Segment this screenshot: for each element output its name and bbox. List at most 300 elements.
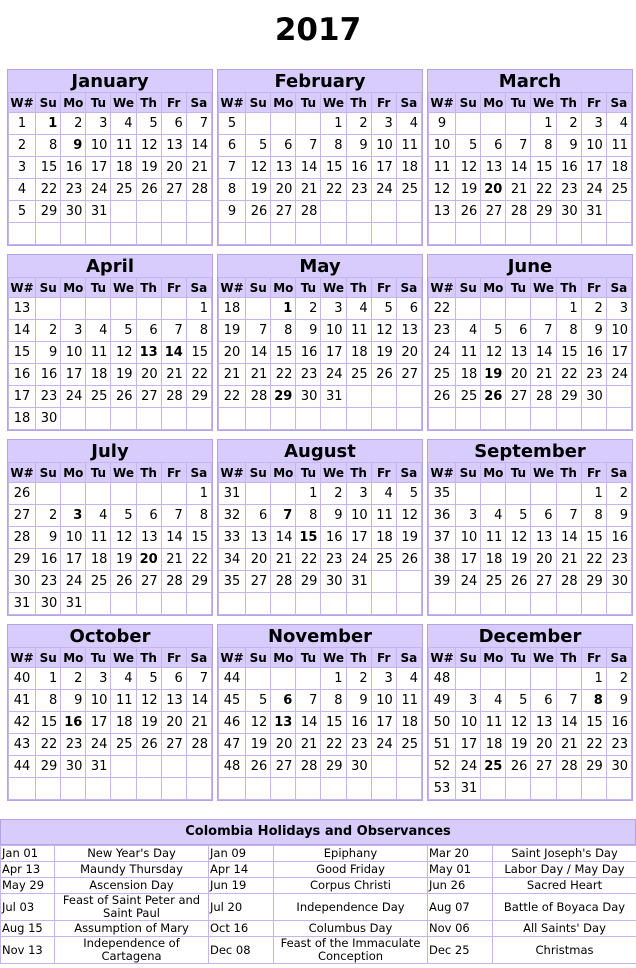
day-cell: 26 <box>111 386 136 408</box>
weekday-header: We <box>531 278 556 298</box>
day-cell <box>346 778 371 800</box>
day-cell: 20 <box>271 179 296 201</box>
week-row <box>9 364 212 386</box>
month-march <box>427 69 633 246</box>
holiday-date: Jul 20 <box>209 894 274 921</box>
week-number: 36 <box>429 505 456 527</box>
week-row <box>219 712 422 734</box>
week-number <box>219 778 246 800</box>
day-cell: 11 <box>371 505 396 527</box>
day-cell <box>296 223 321 245</box>
day-cell: 18 <box>396 712 421 734</box>
day-cell: 20 <box>481 179 506 201</box>
weekday-header: Fr <box>161 463 186 483</box>
day-cell: 29 <box>271 386 296 408</box>
day-cell: 28 <box>296 201 321 223</box>
day-cell: 27 <box>531 756 556 778</box>
week-number-header: W# <box>429 648 456 668</box>
week-number: 1 <box>9 113 36 135</box>
day-cell: 7 <box>296 135 321 157</box>
weekday-header: Sa <box>396 463 421 483</box>
month-april <box>7 254 213 431</box>
day-cell: 29 <box>186 571 211 593</box>
weekday-header: Mo <box>481 648 506 668</box>
holiday-name: Feast of Saint Peter and Saint Paul <box>55 894 209 921</box>
day-cell <box>396 386 421 408</box>
day-cell: 10 <box>86 690 111 712</box>
day-cell: 3 <box>606 298 631 320</box>
day-cell: 21 <box>161 549 186 571</box>
day-cell <box>606 408 631 430</box>
day-cell: 24 <box>371 179 396 201</box>
day-cell: 30 <box>61 201 86 223</box>
week-number: 8 <box>219 179 246 201</box>
day-cell <box>456 668 481 690</box>
day-cell <box>246 408 271 430</box>
day-cell: 16 <box>61 712 86 734</box>
weekday-header: Tu <box>86 648 111 668</box>
week-number: 31 <box>9 593 36 615</box>
day-cell: 28 <box>161 571 186 593</box>
day-cell: 24 <box>456 756 481 778</box>
day-cell: 26 <box>136 734 161 756</box>
week-number: 26 <box>9 483 36 505</box>
day-cell <box>506 113 531 135</box>
day-cell: 3 <box>61 320 86 342</box>
week-number: 13 <box>429 201 456 223</box>
day-cell: 29 <box>581 571 606 593</box>
week-number: 7 <box>219 157 246 179</box>
day-cell: 25 <box>481 756 506 778</box>
day-cell <box>321 223 346 245</box>
day-cell: 15 <box>321 712 346 734</box>
day-cell: 10 <box>61 342 86 364</box>
day-cell: 13 <box>246 527 271 549</box>
week-row <box>429 223 632 245</box>
day-cell <box>61 298 86 320</box>
day-cell <box>606 386 631 408</box>
day-cell: 22 <box>186 549 211 571</box>
day-cell: 3 <box>86 113 111 135</box>
day-cell: 9 <box>36 342 61 364</box>
week-row <box>9 157 212 179</box>
day-cell: 14 <box>296 157 321 179</box>
day-cell: 3 <box>346 483 371 505</box>
week-number-header: W# <box>429 463 456 483</box>
weekday-header: Su <box>456 463 481 483</box>
day-cell: 20 <box>531 734 556 756</box>
day-cell: 6 <box>506 320 531 342</box>
day-cell: 1 <box>36 668 61 690</box>
day-cell: 8 <box>36 690 61 712</box>
day-cell: 10 <box>61 527 86 549</box>
day-cell: 17 <box>456 549 481 571</box>
week-row <box>9 778 212 800</box>
week-row <box>429 756 632 778</box>
day-cell: 12 <box>506 527 531 549</box>
day-cell: 19 <box>506 734 531 756</box>
day-cell: 23 <box>581 364 606 386</box>
week-row <box>9 342 212 364</box>
day-cell: 27 <box>161 734 186 756</box>
day-cell: 19 <box>396 527 421 549</box>
day-cell <box>481 778 506 800</box>
day-cell: 17 <box>321 342 346 364</box>
day-cell: 17 <box>606 342 631 364</box>
holiday-name: Battle of Boyaca Day <box>493 894 636 921</box>
day-cell: 7 <box>246 320 271 342</box>
day-cell: 4 <box>606 113 631 135</box>
day-cell: 12 <box>246 157 271 179</box>
day-cell: 23 <box>296 364 321 386</box>
holiday-row <box>1 921 636 937</box>
day-cell: 17 <box>61 364 86 386</box>
week-number: 4 <box>9 179 36 201</box>
week-row <box>219 549 422 571</box>
day-cell <box>556 223 581 245</box>
holiday-date: Aug 15 <box>1 921 55 937</box>
day-cell: 23 <box>346 734 371 756</box>
day-cell: 15 <box>581 527 606 549</box>
holiday-row <box>1 894 636 921</box>
day-cell: 16 <box>346 712 371 734</box>
day-cell: 1 <box>321 668 346 690</box>
day-cell <box>321 778 346 800</box>
day-cell: 3 <box>86 668 111 690</box>
weekday-header: Fr <box>581 463 606 483</box>
day-cell: 16 <box>36 364 61 386</box>
day-cell: 23 <box>346 179 371 201</box>
day-cell: 7 <box>556 505 581 527</box>
day-cell: 8 <box>186 505 211 527</box>
day-cell <box>321 201 346 223</box>
weekday-header: Sa <box>186 278 211 298</box>
day-cell: 30 <box>61 756 86 778</box>
day-cell <box>246 668 271 690</box>
weekday-header: Tu <box>506 278 531 298</box>
day-cell: 22 <box>531 179 556 201</box>
week-row <box>219 756 422 778</box>
day-cell: 27 <box>481 201 506 223</box>
day-cell <box>186 778 211 800</box>
holiday-name: Saint Joseph's Day <box>493 846 636 862</box>
month-title: October <box>8 625 212 647</box>
month-september <box>427 439 633 616</box>
day-cell <box>581 223 606 245</box>
day-cell <box>531 223 556 245</box>
week-number: 41 <box>9 690 36 712</box>
weekday-header: Th <box>136 648 161 668</box>
week-row <box>429 179 632 201</box>
day-cell: 15 <box>321 157 346 179</box>
day-cell: 4 <box>481 690 506 712</box>
day-cell <box>61 223 86 245</box>
week-number: 11 <box>429 157 456 179</box>
day-cell: 21 <box>506 179 531 201</box>
day-cell: 15 <box>36 712 61 734</box>
month-title: November <box>218 625 422 647</box>
day-cell: 22 <box>556 364 581 386</box>
weekday-header: Mo <box>61 93 86 113</box>
day-cell <box>111 201 136 223</box>
day-cell: 25 <box>371 549 396 571</box>
day-cell: 19 <box>246 179 271 201</box>
weekday-header: Sa <box>186 648 211 668</box>
week-row <box>9 298 212 320</box>
day-cell: 16 <box>581 342 606 364</box>
day-cell <box>556 483 581 505</box>
day-cell: 11 <box>396 690 421 712</box>
day-cell: 26 <box>506 756 531 778</box>
day-cell: 29 <box>36 201 61 223</box>
day-cell: 18 <box>86 549 111 571</box>
week-row <box>9 668 212 690</box>
day-cell: 29 <box>581 756 606 778</box>
day-cell: 5 <box>506 690 531 712</box>
week-number: 23 <box>429 320 456 342</box>
day-cell <box>296 593 321 615</box>
week-row <box>9 223 212 245</box>
weekday-header: Su <box>246 463 271 483</box>
day-cell: 12 <box>246 712 271 734</box>
week-number: 45 <box>219 690 246 712</box>
day-cell: 18 <box>346 342 371 364</box>
day-cell: 22 <box>36 734 61 756</box>
day-cell: 6 <box>246 505 271 527</box>
day-cell: 18 <box>371 527 396 549</box>
month-table <box>218 462 422 615</box>
holiday-name: Sacred Heart <box>493 878 636 894</box>
holiday-name: Feast of the Immaculate Conception <box>274 937 428 964</box>
day-cell: 10 <box>456 712 481 734</box>
day-cell: 22 <box>296 549 321 571</box>
month-title: April <box>8 255 212 277</box>
day-cell: 9 <box>61 690 86 712</box>
day-cell <box>246 223 271 245</box>
day-cell: 14 <box>556 527 581 549</box>
holiday-date: Jul 03 <box>1 894 55 921</box>
day-cell <box>556 593 581 615</box>
day-cell <box>86 778 111 800</box>
day-cell: 28 <box>556 571 581 593</box>
day-cell <box>296 668 321 690</box>
week-number: 21 <box>219 364 246 386</box>
weekday-header: Mo <box>271 648 296 668</box>
day-cell <box>581 778 606 800</box>
day-cell: 28 <box>556 756 581 778</box>
weekday-header: Th <box>346 278 371 298</box>
day-cell: 11 <box>86 342 111 364</box>
day-cell <box>396 756 421 778</box>
day-cell: 1 <box>186 298 211 320</box>
day-cell <box>606 201 631 223</box>
day-cell: 30 <box>346 756 371 778</box>
holiday-date: May 01 <box>428 862 493 878</box>
month-title: January <box>8 70 212 92</box>
day-cell: 9 <box>581 320 606 342</box>
day-cell: 5 <box>246 690 271 712</box>
day-cell <box>161 408 186 430</box>
month-december <box>427 624 633 801</box>
day-cell: 1 <box>556 298 581 320</box>
week-number: 40 <box>9 668 36 690</box>
weekday-header: Fr <box>161 93 186 113</box>
day-cell <box>161 756 186 778</box>
week-number: 26 <box>429 386 456 408</box>
week-row <box>429 298 632 320</box>
day-cell <box>456 593 481 615</box>
week-row <box>219 364 422 386</box>
day-cell: 3 <box>581 113 606 135</box>
day-cell <box>271 113 296 135</box>
day-cell: 13 <box>136 342 161 364</box>
day-cell <box>36 483 61 505</box>
day-cell: 9 <box>61 135 86 157</box>
day-cell: 18 <box>111 712 136 734</box>
weekday-header: Tu <box>296 278 321 298</box>
month-january <box>7 69 213 246</box>
day-cell <box>186 593 211 615</box>
day-cell <box>271 223 296 245</box>
week-number: 6 <box>219 135 246 157</box>
day-cell: 5 <box>506 505 531 527</box>
day-cell: 31 <box>321 386 346 408</box>
month-october <box>7 624 213 801</box>
week-number: 38 <box>429 549 456 571</box>
day-cell: 23 <box>606 549 631 571</box>
day-cell: 10 <box>371 135 396 157</box>
day-cell: 10 <box>321 320 346 342</box>
week-number: 20 <box>219 342 246 364</box>
day-cell: 25 <box>111 179 136 201</box>
week-number-header: W# <box>429 93 456 113</box>
day-cell: 12 <box>481 342 506 364</box>
day-cell: 14 <box>186 690 211 712</box>
day-cell: 6 <box>531 505 556 527</box>
day-cell: 1 <box>36 113 61 135</box>
week-row <box>219 690 422 712</box>
week-row <box>429 320 632 342</box>
week-row <box>219 179 422 201</box>
day-cell <box>506 298 531 320</box>
week-row <box>9 549 212 571</box>
day-cell: 9 <box>346 690 371 712</box>
day-cell: 22 <box>321 179 346 201</box>
holiday-date: Jun 26 <box>428 878 493 894</box>
day-cell: 9 <box>606 690 631 712</box>
day-cell: 24 <box>456 571 481 593</box>
day-cell: 13 <box>531 527 556 549</box>
day-cell <box>396 778 421 800</box>
week-row <box>9 113 212 135</box>
month-table <box>428 647 632 800</box>
day-cell: 4 <box>456 320 481 342</box>
day-cell <box>161 593 186 615</box>
day-cell: 15 <box>581 712 606 734</box>
day-cell: 8 <box>321 135 346 157</box>
week-number-header: W# <box>429 278 456 298</box>
day-cell <box>556 408 581 430</box>
day-cell: 10 <box>456 527 481 549</box>
day-cell: 19 <box>136 157 161 179</box>
day-cell: 15 <box>271 342 296 364</box>
week-row <box>9 690 212 712</box>
day-cell: 26 <box>506 571 531 593</box>
holidays-table <box>0 845 636 964</box>
day-cell: 28 <box>531 386 556 408</box>
day-cell: 1 <box>271 298 296 320</box>
holiday-date: Dec 25 <box>428 937 493 964</box>
day-cell: 12 <box>506 712 531 734</box>
day-cell: 7 <box>186 668 211 690</box>
day-cell: 4 <box>481 505 506 527</box>
day-cell: 20 <box>136 364 161 386</box>
month-title: June <box>428 255 632 277</box>
day-cell: 19 <box>111 364 136 386</box>
week-row <box>219 593 422 615</box>
weekday-header: We <box>111 278 136 298</box>
month-july <box>7 439 213 616</box>
month-table <box>428 462 632 615</box>
week-number: 24 <box>429 342 456 364</box>
day-cell <box>371 223 396 245</box>
day-cell: 26 <box>246 756 271 778</box>
day-cell: 17 <box>61 549 86 571</box>
day-cell: 11 <box>346 320 371 342</box>
week-number: 46 <box>219 712 246 734</box>
day-cell <box>371 778 396 800</box>
week-number: 53 <box>429 778 456 800</box>
day-cell: 24 <box>86 734 111 756</box>
week-row <box>219 342 422 364</box>
day-cell <box>321 408 346 430</box>
day-cell <box>86 298 111 320</box>
day-cell <box>506 778 531 800</box>
day-cell: 25 <box>456 386 481 408</box>
day-cell: 21 <box>296 179 321 201</box>
day-cell: 18 <box>111 157 136 179</box>
day-cell <box>111 298 136 320</box>
day-cell: 16 <box>556 157 581 179</box>
day-cell: 21 <box>531 364 556 386</box>
holiday-date: Dec 08 <box>209 937 274 964</box>
day-cell: 17 <box>346 527 371 549</box>
month-title: August <box>218 440 422 462</box>
day-cell <box>371 408 396 430</box>
day-cell: 14 <box>556 712 581 734</box>
day-cell: 21 <box>271 549 296 571</box>
week-row <box>9 593 212 615</box>
day-cell: 13 <box>161 135 186 157</box>
week-row <box>429 135 632 157</box>
week-number: 42 <box>9 712 36 734</box>
day-cell: 20 <box>506 364 531 386</box>
week-number: 27 <box>9 505 36 527</box>
day-cell <box>111 756 136 778</box>
week-number: 34 <box>219 549 246 571</box>
day-cell: 22 <box>186 364 211 386</box>
week-number: 22 <box>219 386 246 408</box>
day-cell: 14 <box>271 527 296 549</box>
day-cell <box>61 408 86 430</box>
week-number: 35 <box>219 571 246 593</box>
day-cell <box>86 408 111 430</box>
day-cell: 1 <box>581 668 606 690</box>
week-row <box>429 364 632 386</box>
day-cell: 18 <box>456 364 481 386</box>
day-cell <box>396 223 421 245</box>
day-cell: 20 <box>531 549 556 571</box>
